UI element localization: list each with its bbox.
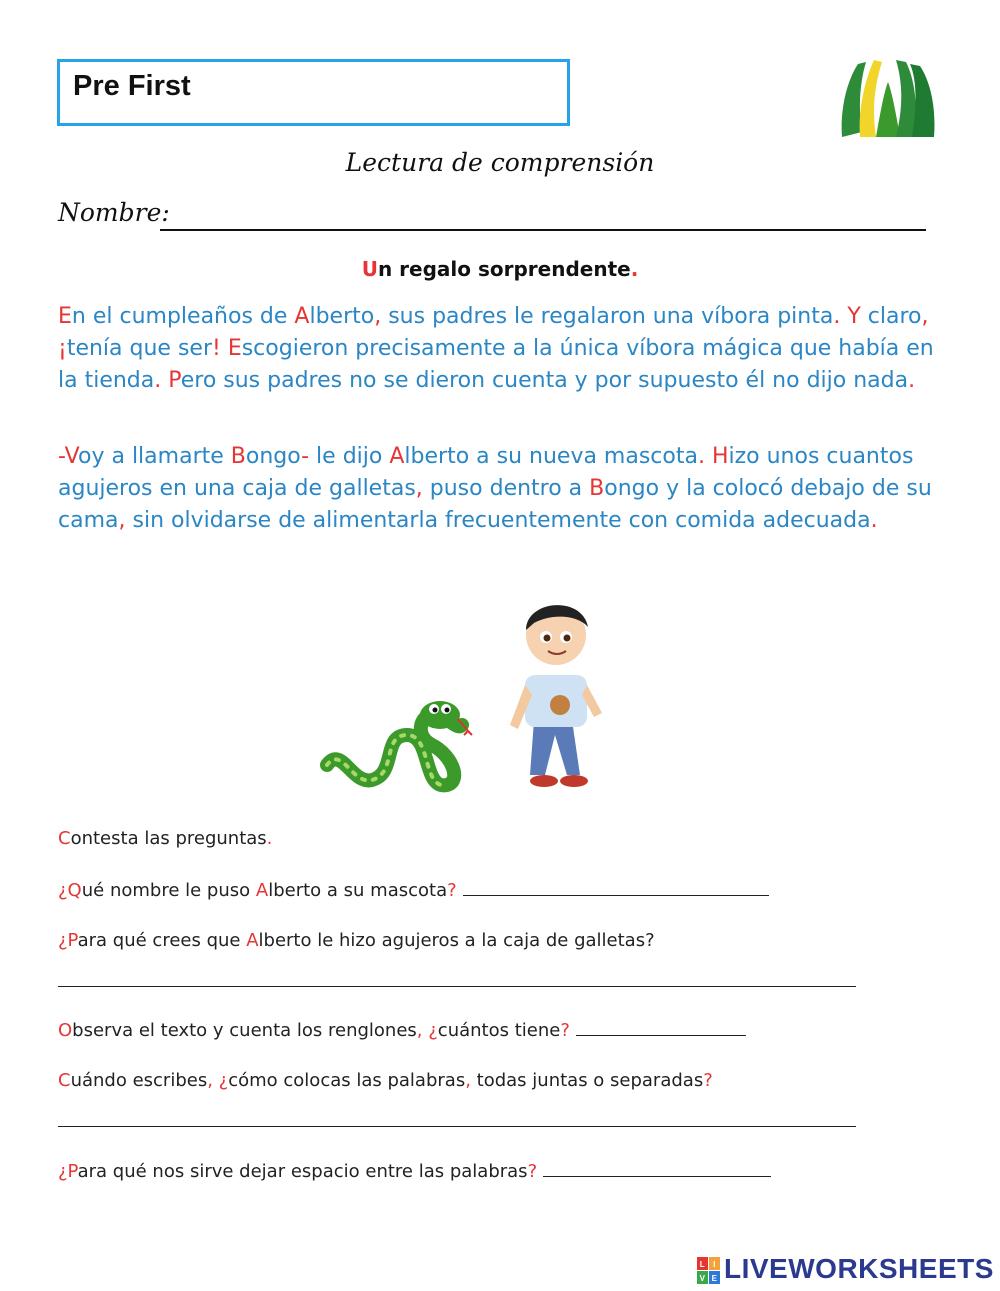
brand-mark-letter-v: V <box>699 1273 706 1283</box>
question-2: ¿Para qué crees que Alberto le hizo agujeros a la caja de galletas? <box>58 930 655 951</box>
answer-1-line[interactable] <box>463 879 769 896</box>
level-title: Pre First <box>73 70 191 102</box>
story-paragraph-1: En el cumpleaños de Alberto, sus padres le regalaron una víbora pinta. Y claro, ¡tenía que ser! Escogieron precisamente a la única víbora mágica que había en la tienda. Pero sus padres no se dieron cuenta y por supuesto él no dijo nada. <box>58 304 934 393</box>
questions-intro: Contesta las preguntas. <box>58 828 273 849</box>
brand-mark-letter-e: E <box>711 1273 718 1283</box>
brand-text: LIVEWORKSHEETS <box>724 1253 994 1284</box>
name-input-line[interactable] <box>160 229 926 231</box>
brand-mark-letter-i: I <box>713 1259 716 1269</box>
liveworksheets-logo-icon <box>697 1257 721 1285</box>
brand-mark-letter-l: L <box>699 1259 706 1269</box>
story-title <box>0 257 1000 281</box>
story-paragraph-2: -Voy a llamarte Bongo- le dijo Alberto a su nueva mascota. Hizo unos cuantos agujeros en una caja de galletas, puso dentro a Bongo y la colocó debajo de su cama, sin olvidarse de alimentarla frecuentemente con comida adecuada. <box>58 444 932 533</box>
snake-icon <box>327 701 472 785</box>
title-initial: U <box>361 257 378 281</box>
answer-2-line[interactable] <box>58 986 856 987</box>
question-4: Cuándo escribes, ¿cómo colocas las palabras, todas juntas o separadas? <box>58 1070 713 1091</box>
answer-4-line[interactable] <box>58 1126 856 1127</box>
title-period: . <box>630 257 639 281</box>
boy-icon <box>510 605 602 787</box>
question-5: ¿Para qué nos sirve dejar espacio entre las palabras? <box>58 1160 771 1182</box>
worksheet-subtitle: Lectura de comprensión <box>345 148 655 177</box>
answer-3-line[interactable] <box>576 1019 746 1036</box>
logo-icon <box>836 52 940 144</box>
answer-5-line[interactable] <box>543 1160 771 1177</box>
title-text: n regalo sorprendente <box>377 257 631 281</box>
question-1: ¿Qué nombre le puso Alberto a su mascota? <box>58 879 769 901</box>
name-label: Nombre: <box>58 198 170 227</box>
question-3: Observa el texto y cuenta los renglones, ¿cuántos tiene? <box>58 1019 746 1041</box>
liveworksheets-brand <box>697 1253 994 1285</box>
story-illustration <box>312 585 662 815</box>
